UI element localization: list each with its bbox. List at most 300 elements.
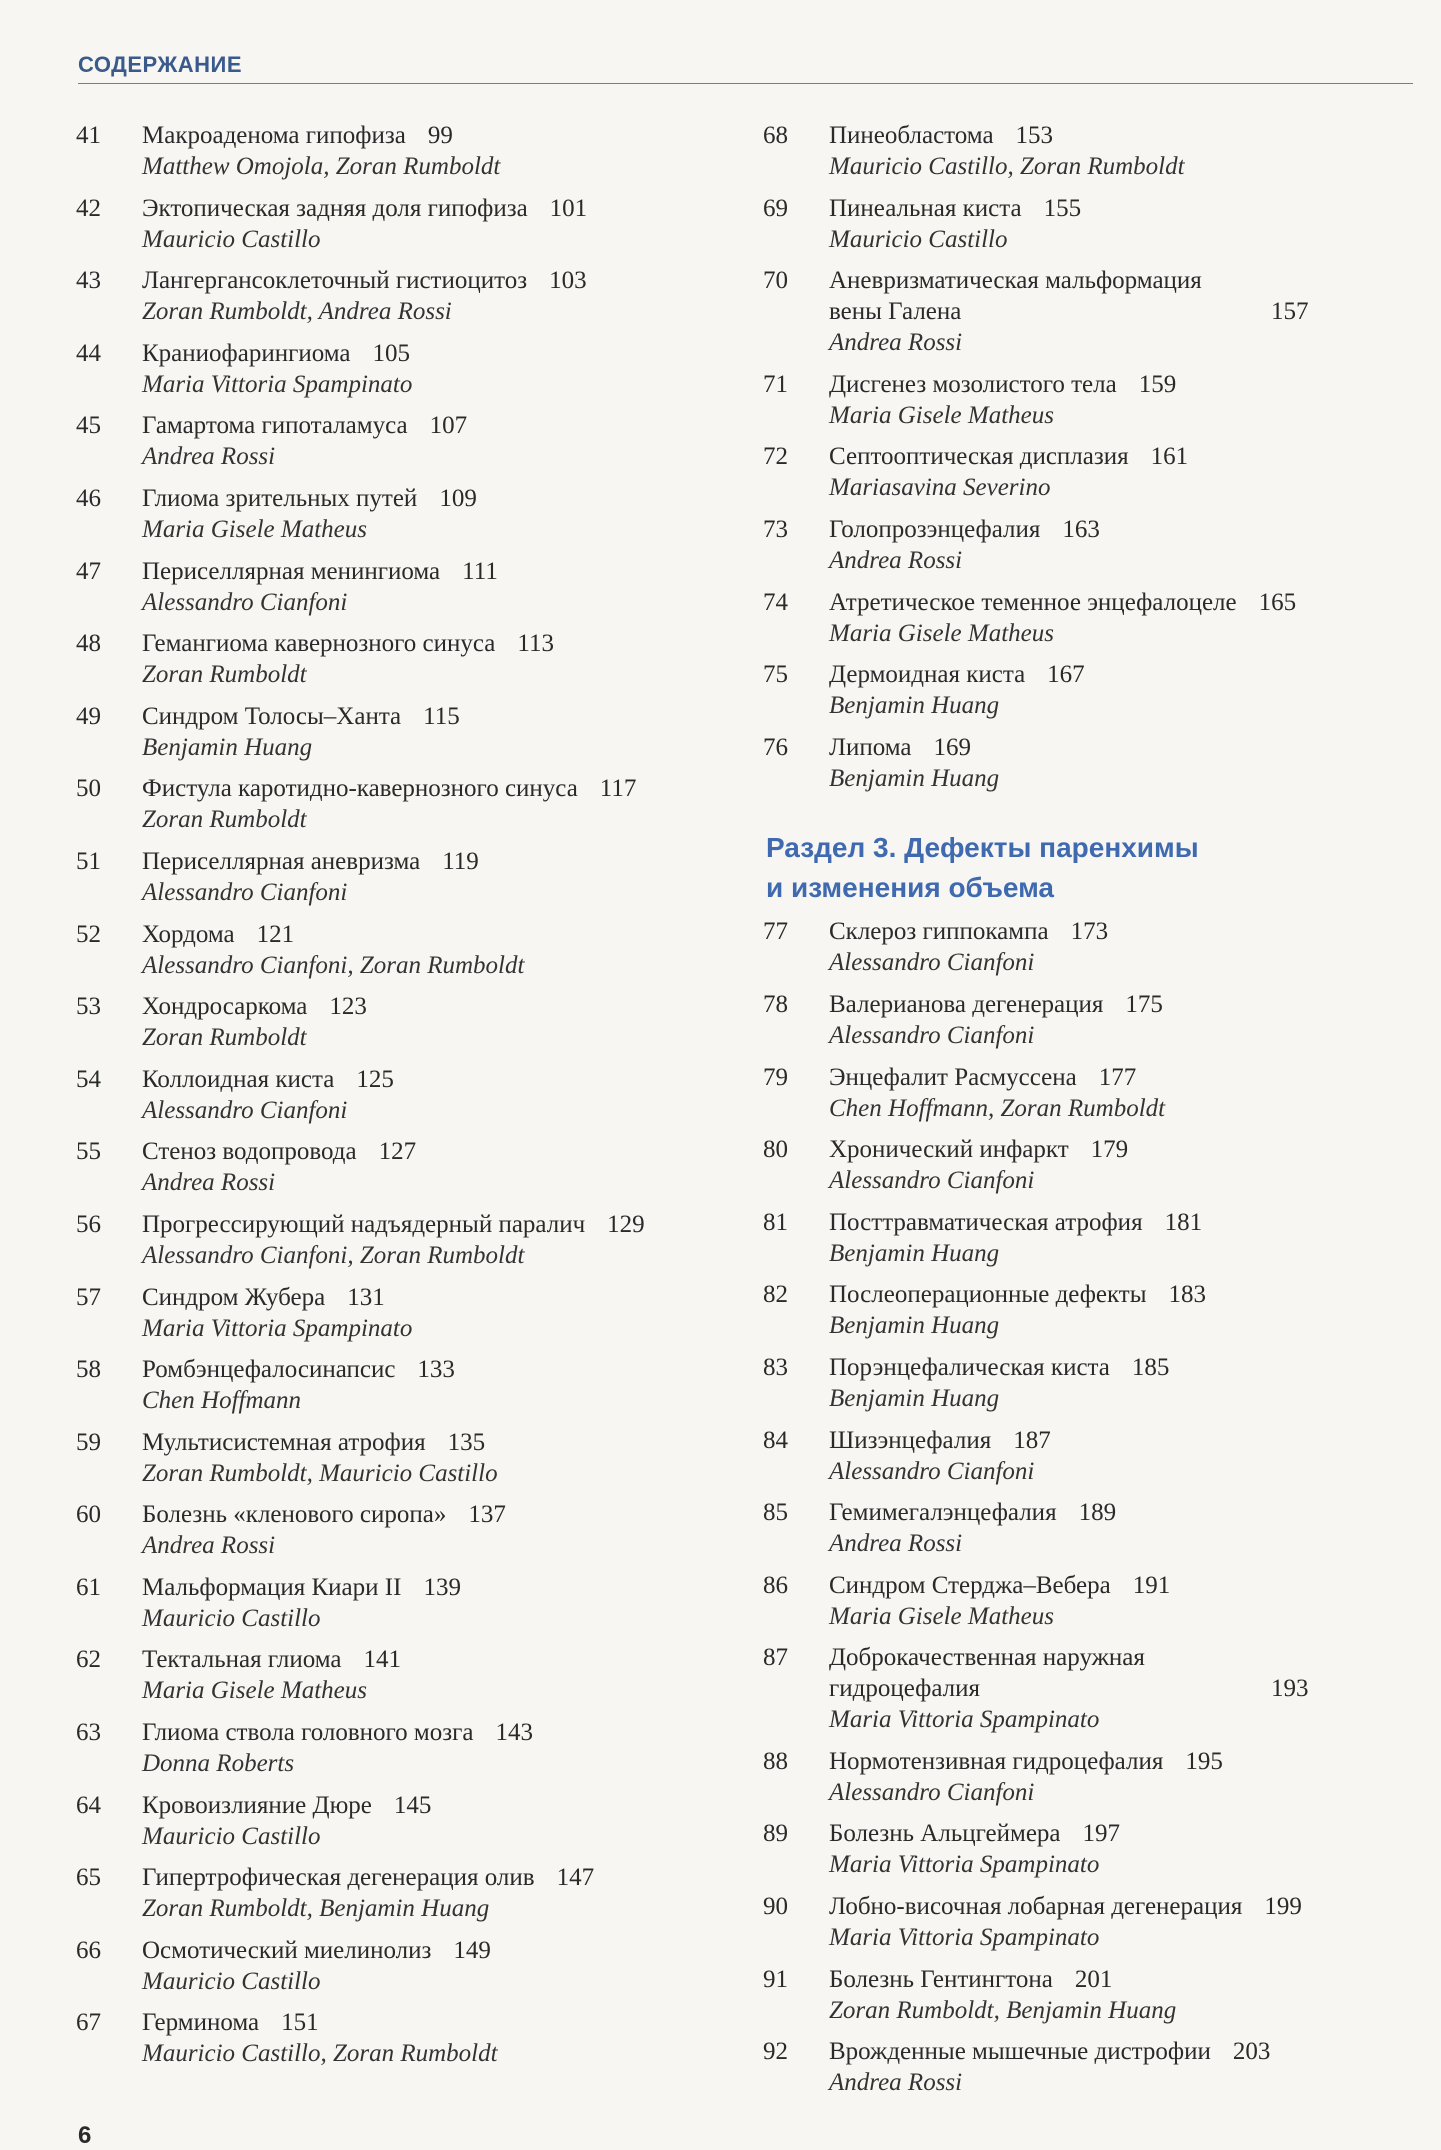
entry-number: 69	[763, 194, 788, 222]
entry-title-line	[142, 2007, 726, 2038]
entry-page-number: 123	[329, 993, 367, 1021]
entry-authors: Zoran Rumboldt, Benjamin Huang	[142, 1895, 490, 1923]
entry-title: Болезнь «кленового сиропа»	[142, 1501, 447, 1529]
entry-authors: Chen Hoffmann, Zoran Rumboldt	[829, 1094, 1166, 1122]
entry-number: 57	[76, 1283, 101, 1311]
entry-title-line	[829, 120, 1423, 151]
toc-entry	[76, 1209, 726, 1282]
entry-page-number: 137	[468, 1501, 506, 1529]
entry-title-line	[142, 991, 726, 1022]
header-rule	[78, 83, 1413, 84]
entry-authors: Mauricio Castillo	[142, 1604, 321, 1632]
entry-title: Хордома	[142, 920, 235, 948]
entry-number: 52	[76, 920, 101, 948]
entry-title-line	[829, 1746, 1423, 1777]
entry-title-line	[142, 1354, 726, 1385]
entry-title: Герминома	[142, 2009, 260, 2037]
entry-title: Послеоперационные дефекты	[829, 1281, 1147, 1309]
entry-page-number: 177	[1098, 1063, 1137, 1091]
entry-number: 62	[76, 1646, 101, 1674]
entry-title-line	[142, 1572, 726, 1603]
entry-title: Голопрозэнцефалия	[829, 515, 1041, 543]
entry-number: 41	[76, 122, 101, 149]
entry-page-number: 127	[378, 1138, 417, 1166]
entry-authors: Mariasavina Severino	[829, 474, 1051, 502]
entry-page-number: 175	[1125, 990, 1163, 1018]
entry-number: 68	[763, 122, 788, 149]
entry-authors: Matthew Omojola, Zoran Rumboldt	[142, 153, 501, 180]
toc-entry	[763, 659, 1423, 732]
entry-title: Гипертрофическая дегенерация олив	[142, 1864, 535, 1892]
entry-title-line	[829, 2036, 1423, 2067]
entry-page-number: 199	[1264, 1893, 1302, 1921]
entry-number: 44	[76, 339, 101, 367]
entry-number: 86	[763, 1571, 788, 1599]
entry-title: Глиома ствола головного мозга	[142, 1719, 474, 1747]
entry-authors: Andrea Rossi	[829, 2069, 963, 2097]
entry-authors: Zoran Rumboldt	[142, 661, 307, 689]
entry-number: 54	[76, 1065, 101, 1093]
entry-authors: Andrea Rossi	[142, 1169, 276, 1197]
entry-number: 73	[763, 515, 788, 543]
entry-title: Синдром Жубера	[142, 1283, 326, 1311]
entry-page-number: 119	[442, 847, 479, 875]
entry-page-number: 109	[439, 484, 477, 512]
entry-page-number: 105	[372, 339, 410, 367]
entry-number: 76	[763, 733, 788, 761]
entry-title: Атретическое теменное энцефалоцеле	[829, 588, 1237, 616]
entry-title-line	[829, 1964, 1423, 1995]
entry-page-number: 117	[599, 775, 637, 803]
entry-title: Макроаденома гипофиза	[142, 122, 406, 149]
entry-number: 87	[763, 1644, 788, 1672]
entry-authors: Mauricio Castillo, Zoran Rumboldt	[829, 153, 1185, 180]
entry-title-line	[142, 410, 726, 441]
entry-page-number: 183	[1168, 1281, 1207, 1309]
entry-number: 50	[76, 775, 101, 803]
entry-authors: Alessandro Cianfoni	[829, 949, 1035, 977]
entry-number: 53	[76, 993, 101, 1021]
entry-authors: Donna Roberts	[142, 1750, 295, 1778]
entry-title-line	[829, 1497, 1423, 1528]
entry-authors: Maria Gisele Matheus	[142, 1677, 367, 1705]
entry-title: Осмотический миелинолиз	[142, 1936, 432, 1964]
toc-entry	[76, 1935, 726, 2008]
entry-number: 83	[763, 1353, 788, 1381]
entry-authors: Mauricio Castillo	[142, 1967, 321, 1995]
entry-title: Хронический инфаркт	[829, 1136, 1069, 1164]
toc-entry	[763, 587, 1423, 660]
entry-number: 85	[763, 1499, 788, 1527]
entry-page-number: 153	[1015, 122, 1054, 149]
entry-title-line	[829, 1642, 1423, 1704]
entry-title-line	[142, 1717, 726, 1748]
entry-number: 49	[76, 702, 101, 730]
toc-entry	[76, 483, 726, 556]
entry-title-line	[142, 1644, 726, 1675]
entry-number: 91	[763, 1965, 788, 1993]
toc-entry	[763, 1746, 1423, 1819]
entry-title-line	[829, 1352, 1423, 1383]
section-3-title-line1: Раздел 3. Дефекты паренхимы	[766, 832, 1199, 864]
entry-page-number: 155	[1043, 194, 1082, 222]
toc-entry	[763, 1279, 1423, 1352]
toc-entry	[76, 2007, 726, 2080]
entry-authors: Alessandro Cianfoni, Zoran Rumboldt	[142, 951, 525, 979]
toc-entry	[763, 1642, 1423, 1746]
toc-entry	[76, 120, 726, 193]
entry-title-line	[829, 369, 1423, 400]
toc-entry	[763, 369, 1423, 442]
entry-page-number: 129	[607, 1210, 645, 1238]
entry-title-line	[829, 659, 1423, 690]
entry-page-number: 169	[933, 733, 971, 761]
entry-title-line	[829, 989, 1423, 1020]
entry-title-line	[829, 1818, 1423, 1849]
entry-number: 88	[763, 1747, 788, 1775]
toc-entry	[76, 1064, 726, 1137]
entry-title: Аневризматическая мальформация вены Галена	[829, 267, 1202, 326]
entry-number: 63	[76, 1719, 101, 1747]
entry-title: Кровоизлияние Дюре	[142, 1791, 372, 1819]
entry-number: 79	[763, 1063, 788, 1091]
entry-title-line	[829, 1425, 1423, 1456]
entry-number: 78	[763, 990, 788, 1018]
entry-title-line	[142, 701, 726, 732]
entry-page-number: 107	[429, 412, 468, 440]
toc-entry	[763, 1207, 1423, 1280]
entry-title-line	[142, 1935, 726, 1966]
toc-entry	[763, 193, 1423, 266]
toc-entry	[76, 1790, 726, 1863]
entry-page-number: 195	[1185, 1747, 1223, 1775]
entry-title-line	[829, 514, 1423, 545]
entry-title-line	[142, 193, 726, 224]
entry-title: Шизэнцефалия	[829, 1426, 992, 1454]
entry-number: 70	[763, 267, 788, 295]
toc-entry	[763, 265, 1423, 369]
entry-title: Гемангиома кавернозного синуса	[142, 630, 496, 658]
entry-authors: Maria Gisele Matheus	[142, 515, 367, 543]
entry-title: Болезнь Альцгеймера	[829, 1820, 1061, 1848]
entry-authors: Mauricio Castillo, Zoran Rumboldt	[142, 2040, 498, 2068]
entry-authors: Mauricio Castillo	[142, 1822, 321, 1850]
entry-title-line	[142, 773, 726, 804]
toc-entry	[76, 628, 726, 701]
entry-number: 92	[763, 2038, 788, 2066]
entry-title-line	[142, 1427, 726, 1458]
entry-title: Дермоидная киста	[829, 661, 1026, 689]
toc-entry	[763, 732, 1423, 805]
entry-title: Фистула каротидно-кавернозного синуса	[142, 775, 578, 803]
entry-authors: Zoran Rumboldt, Mauricio Castillo	[142, 1459, 498, 1487]
entry-number: 90	[763, 1893, 788, 1921]
toc-entry	[76, 773, 726, 846]
toc-entry	[763, 989, 1423, 1062]
entry-page-number: 151	[281, 2009, 319, 2037]
entry-number: 81	[763, 1208, 788, 1236]
entry-title: Лобно-височная лобарная дегенерация	[829, 1893, 1243, 1921]
entry-authors: Alessandro Cianfoni	[142, 1096, 348, 1124]
entry-title-line	[829, 732, 1423, 763]
entry-number: 61	[76, 1573, 101, 1601]
entry-authors: Andrea Rossi	[142, 443, 276, 471]
entry-title: Лангергансоклеточный гистиоцитоз	[142, 267, 528, 295]
toc-entry	[763, 1964, 1423, 2037]
entry-title: Склероз гиппокампа	[829, 918, 1049, 946]
entry-authors: Zoran Rumboldt, Andrea Rossi	[142, 298, 452, 326]
entry-authors: Benjamin Huang	[829, 1312, 1000, 1340]
entry-title-line	[829, 1891, 1423, 1922]
entry-title: Стеноз водопровода	[142, 1138, 357, 1166]
entry-title-line	[142, 919, 726, 950]
entry-title: Хондросаркома	[142, 993, 308, 1021]
entry-page-number: 139	[423, 1573, 461, 1601]
entry-page-number: 133	[417, 1356, 455, 1384]
entry-page-number: 165	[1258, 588, 1297, 616]
entry-number: 55	[76, 1138, 101, 1166]
entry-page-number: 149	[453, 1936, 491, 1964]
entry-title-line	[142, 1064, 726, 1095]
entry-title: Прогрессирующий надъядерный паралич	[142, 1210, 586, 1238]
section-3-title	[766, 828, 1423, 916]
entry-number: 56	[76, 1210, 101, 1238]
entry-title-line	[142, 1282, 726, 1313]
entry-title: Эктопическая задняя доля гипофиза	[142, 194, 528, 222]
toc-list-section-3	[763, 916, 1423, 2109]
entry-title-line	[829, 1207, 1423, 1238]
entry-number: 43	[76, 267, 101, 295]
entry-title: Краниофарингиома	[142, 339, 351, 367]
entry-title: Ромбэнцефалосинапсис	[142, 1356, 396, 1384]
entry-number: 60	[76, 1501, 101, 1529]
entry-authors: Benjamin Huang	[829, 692, 1000, 720]
toc-entry	[763, 441, 1423, 514]
entry-title: Синдром Стерджа–Вебера	[829, 1571, 1111, 1599]
toc-entry	[76, 1572, 726, 1645]
entry-number: 64	[76, 1791, 101, 1819]
entry-authors: Andrea Rossi	[142, 1532, 276, 1560]
toc-entry	[763, 916, 1423, 989]
entry-authors: Alessandro Cianfoni	[142, 588, 348, 616]
toc-entry	[763, 120, 1423, 193]
toc-entry	[76, 1427, 726, 1500]
entry-number: 77	[763, 918, 788, 946]
entry-page-number: 103	[549, 267, 587, 295]
entry-page-number: 167	[1047, 661, 1085, 689]
entry-authors: Benjamin Huang	[829, 1239, 1000, 1267]
entry-authors: Maria Vittoria Spampinato	[142, 370, 413, 398]
toc-right-column	[763, 120, 1423, 2109]
entry-title: Пинеальная киста	[829, 194, 1022, 222]
entry-page-number: 115	[423, 702, 460, 730]
entry-title-line	[142, 1862, 726, 1893]
entry-title-line	[829, 441, 1423, 472]
entry-title-line	[142, 120, 726, 151]
entry-page-number: 185	[1131, 1353, 1170, 1381]
entry-authors: Maria Gisele Matheus	[829, 619, 1054, 647]
entry-authors: Benjamin Huang	[829, 764, 1000, 792]
entry-title: Гамартома гипоталамуса	[142, 412, 408, 440]
entry-number: 42	[76, 194, 101, 222]
entry-number: 75	[763, 661, 788, 689]
entry-page-number: 131	[347, 1283, 385, 1311]
entry-page-number: 121	[256, 920, 295, 948]
entry-authors: Alessandro Cianfoni	[829, 1021, 1035, 1049]
toc-entry	[763, 1818, 1423, 1891]
entry-title: Тектальная глиома	[142, 1646, 342, 1674]
toc-entry	[76, 1644, 726, 1717]
entry-title-line	[142, 556, 726, 587]
toc-entry	[763, 1062, 1423, 1135]
toc-entry	[763, 514, 1423, 587]
entry-page-number: 147	[556, 1864, 595, 1892]
toc-entry	[763, 1497, 1423, 1570]
entry-title: Гемимегалэнцефалия	[829, 1499, 1057, 1527]
entry-authors: Zoran Rumboldt	[142, 806, 307, 834]
entry-page-number: 197	[1082, 1820, 1121, 1848]
toc-entry	[76, 919, 726, 992]
entry-authors: Benjamin Huang	[829, 1384, 1000, 1412]
entry-title-line	[829, 1279, 1423, 1310]
toc-entry	[76, 846, 726, 919]
entry-authors: Alessandro Cianfoni	[829, 1778, 1035, 1806]
entry-title: Глиома зрительных путей	[142, 484, 418, 512]
page-header: СОДЕРЖАНИЕ	[78, 52, 243, 77]
entry-authors: Andrea Rossi	[829, 329, 963, 357]
entry-authors: Maria Vittoria Spampinato	[829, 1924, 1100, 1952]
toc-entry	[763, 1134, 1423, 1207]
entry-title: Пинеобластома	[829, 122, 994, 149]
entry-number: 65	[76, 1864, 101, 1892]
entry-title: Синдром Толосы–Ханта	[142, 702, 402, 730]
toc-entry	[763, 1352, 1423, 1425]
toc-entry	[76, 991, 726, 1064]
toc-entry	[76, 1282, 726, 1355]
entry-number: 74	[763, 588, 788, 616]
entry-number: 59	[76, 1428, 101, 1456]
entry-page-number: 113	[517, 630, 554, 658]
entry-title-line	[142, 265, 726, 296]
entry-page-number: 143	[495, 1719, 533, 1747]
entry-title: Доброкачественная наружная гидроцефалия	[829, 1644, 1145, 1703]
entry-title: Посттравматическая атрофия	[829, 1208, 1143, 1236]
entry-authors: Andrea Rossi	[829, 546, 963, 574]
entry-page-number: 191	[1132, 1571, 1171, 1599]
entry-title-line	[142, 628, 726, 659]
entry-page-number: 163	[1062, 515, 1100, 543]
toc-entry	[76, 556, 726, 629]
entry-authors: Mauricio Castillo	[829, 225, 1008, 253]
entry-number: 46	[76, 484, 101, 512]
toc-entry	[76, 1862, 726, 1935]
entry-page-number: 203	[1232, 2038, 1271, 2066]
toc-entry	[76, 193, 726, 266]
section-3-title-line2: и изменения объема	[766, 872, 1054, 904]
toc-entry	[76, 1136, 726, 1209]
entry-title: Мальформация Киари II	[142, 1573, 402, 1601]
toc-entry	[763, 2036, 1423, 2109]
entry-authors: Alessandro Cianfoni, Zoran Rumboldt	[142, 1241, 525, 1269]
entry-number: 84	[763, 1426, 788, 1454]
entry-title: Нормотензивная гидроцефалия	[829, 1747, 1164, 1775]
entry-page-number: 189	[1078, 1499, 1117, 1527]
entry-page-number: 159	[1138, 370, 1177, 398]
toc-entry	[76, 265, 726, 338]
entry-page-number: 173	[1070, 918, 1109, 946]
entry-title: Липома	[829, 733, 912, 761]
entry-page-number: 201	[1074, 1965, 1113, 1993]
entry-authors: Maria Gisele Matheus	[829, 401, 1054, 429]
entry-number: 89	[763, 1820, 788, 1848]
entry-title: Порэнцефалическая киста	[829, 1353, 1110, 1381]
entry-title: Периселлярная менингиома	[142, 557, 441, 585]
toc-entry	[763, 1570, 1423, 1643]
entry-authors: Alessandro Cianfoni	[142, 878, 348, 906]
entry-authors: Chen Hoffmann	[142, 1387, 302, 1415]
toc-entry	[76, 338, 726, 411]
entry-number: 51	[76, 847, 101, 875]
entry-title: Коллоидная киста	[142, 1065, 335, 1093]
entry-title-line	[829, 193, 1423, 224]
entry-page-number: 145	[393, 1791, 432, 1819]
entry-title: Болезнь Гентингтона	[829, 1965, 1053, 1993]
toc-entry	[763, 1425, 1423, 1498]
entry-title: Периселлярная аневризма	[142, 847, 421, 875]
entry-authors: Maria Vittoria Spampinato	[829, 1706, 1100, 1734]
entry-page-number: 179	[1090, 1136, 1129, 1164]
entry-authors: Maria Vittoria Spampinato	[829, 1851, 1100, 1879]
entry-page-number: 181	[1164, 1208, 1203, 1236]
entry-authors: Zoran Rumboldt	[142, 1024, 307, 1052]
entry-title-line	[829, 1062, 1423, 1093]
entry-title-line	[142, 1209, 726, 1240]
page-number: 6	[78, 2122, 92, 2149]
entry-number: 72	[763, 443, 788, 471]
toc-left-column	[76, 120, 726, 2080]
entry-page-number: 141	[363, 1646, 401, 1674]
entry-authors: Andrea Rossi	[829, 1530, 963, 1558]
entry-number: 67	[76, 2009, 101, 2037]
entry-number: 80	[763, 1136, 788, 1164]
entry-title: Септооптическая дисплазия	[829, 443, 1129, 471]
entry-authors: Zoran Rumboldt, Benjamin Huang	[829, 1996, 1177, 2024]
toc-entry	[76, 701, 726, 774]
entry-number: 66	[76, 1936, 101, 1964]
toc-entry	[76, 1354, 726, 1427]
entry-title-line	[142, 846, 726, 877]
entry-page-number: 193	[1271, 1675, 1309, 1703]
entry-authors: Alessandro Cianfoni	[829, 1457, 1035, 1485]
entry-title-line	[142, 1499, 726, 1530]
entry-page-number: 135	[447, 1428, 486, 1456]
entry-title-line	[829, 587, 1423, 618]
entry-number: 47	[76, 557, 101, 585]
entry-number: 48	[76, 630, 101, 658]
entry-title: Дисгенез мозолистого тела	[829, 370, 1117, 398]
entry-number: 58	[76, 1356, 101, 1384]
entry-title: Энцефалит Расмуссена	[829, 1063, 1077, 1091]
entry-page-number: 161	[1150, 443, 1189, 471]
entry-page-number: 99	[427, 122, 453, 149]
entry-page-number: 101	[549, 194, 588, 222]
entry-title-line	[829, 916, 1423, 947]
toc-list-top	[763, 120, 1423, 804]
entry-number: 45	[76, 412, 101, 440]
entry-title-line	[829, 1134, 1423, 1165]
entry-page-number: 187	[1013, 1426, 1051, 1454]
entry-title-line	[142, 1136, 726, 1167]
